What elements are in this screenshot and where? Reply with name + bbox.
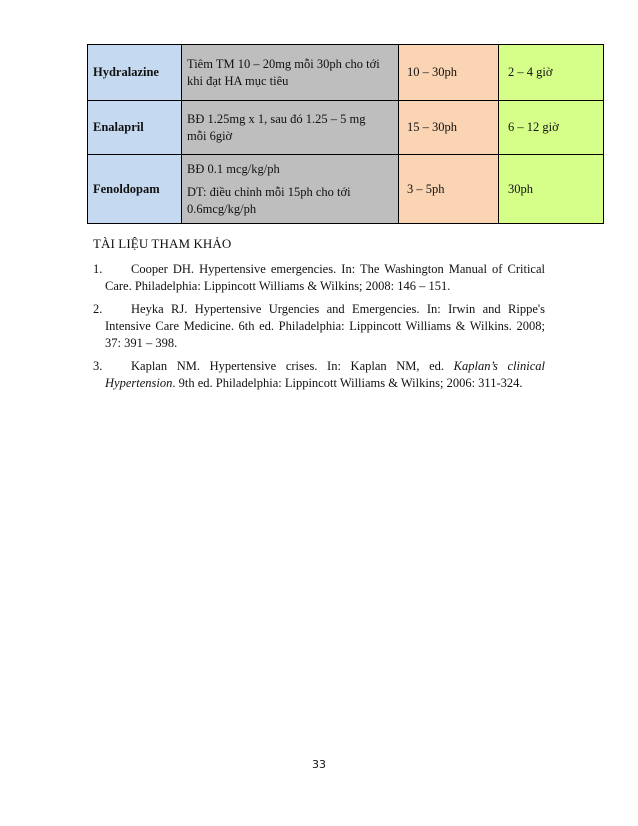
references-list [93,261,545,398]
onset-cell: 3 – 5ph [399,155,499,224]
table-row [88,101,604,155]
antihypertensive-drug-table [87,44,604,224]
drug-name-cell: Hydralazine [88,45,182,101]
reference-number: 2. [93,302,103,316]
duration-cell: 6 – 12 giờ [499,101,604,155]
drug-name-cell: Enalapril [88,101,182,155]
reference-text: Kaplan NM. Hypertensive crises. In: Kaplan NM, ed. [131,359,454,373]
dose-line: mỗi 6giờ [187,128,233,143]
drug-name-cell: Fenoldopam [88,155,182,224]
reference-text: Heyka RJ. Hypertensive Urgencies and Emergencies. In: Irwin and Rippe's Intensive Care Medicine. 6th ed. Philadelphia: Lippincott Williams & Wilkins. 2008; 37: 391 – 398. [105,302,545,350]
reference-item [93,301,545,352]
reference-text: Cooper DH. Hypertensive emergencies. In: The Washington Manual of Critical Care. Philadelphia: Lippincott Williams & Wilkins; 2008: 146 – 151. [105,262,545,293]
page-number: 33 [312,758,326,771]
duration-cell: 2 – 4 giờ [499,45,604,101]
reference-number: 1. [93,262,103,276]
dose-line: khi đạt HA mục tiêu [187,73,289,88]
dose-line: 0.6mcg/kg/ph [187,201,257,216]
reference-item [93,261,545,295]
reference-text: . 9th ed. Philadelphia: Lippincott Williams & Wilkins; 2006: 311-324. [172,376,523,390]
dose-line: Tiêm TM 10 – 20mg mỗi 30ph cho tới [187,56,380,71]
dose-line: BĐ 0.1 mcg/kg/ph [187,161,280,176]
references-heading: TÀI LIỆU THAM KHẢO [93,236,232,251]
reference-book-title: Kaplan’s clinical Hypertension [105,359,545,390]
dose-cell [182,101,399,155]
duration-cell: 30ph [499,155,604,224]
dose-cell [182,155,399,224]
onset-cell: 10 – 30ph [399,45,499,101]
onset-cell: 15 – 30ph [399,101,499,155]
dose-line: DT: điều chỉnh mỗi 15ph cho tới [187,184,351,199]
reference-item [93,358,545,392]
reference-number: 3. [93,359,103,373]
dose-cell [182,45,399,101]
table-row [88,45,604,101]
table-row [88,155,604,224]
dose-line: BĐ 1.25mg x 1, sau đó 1.25 – 5 mg [187,111,366,126]
